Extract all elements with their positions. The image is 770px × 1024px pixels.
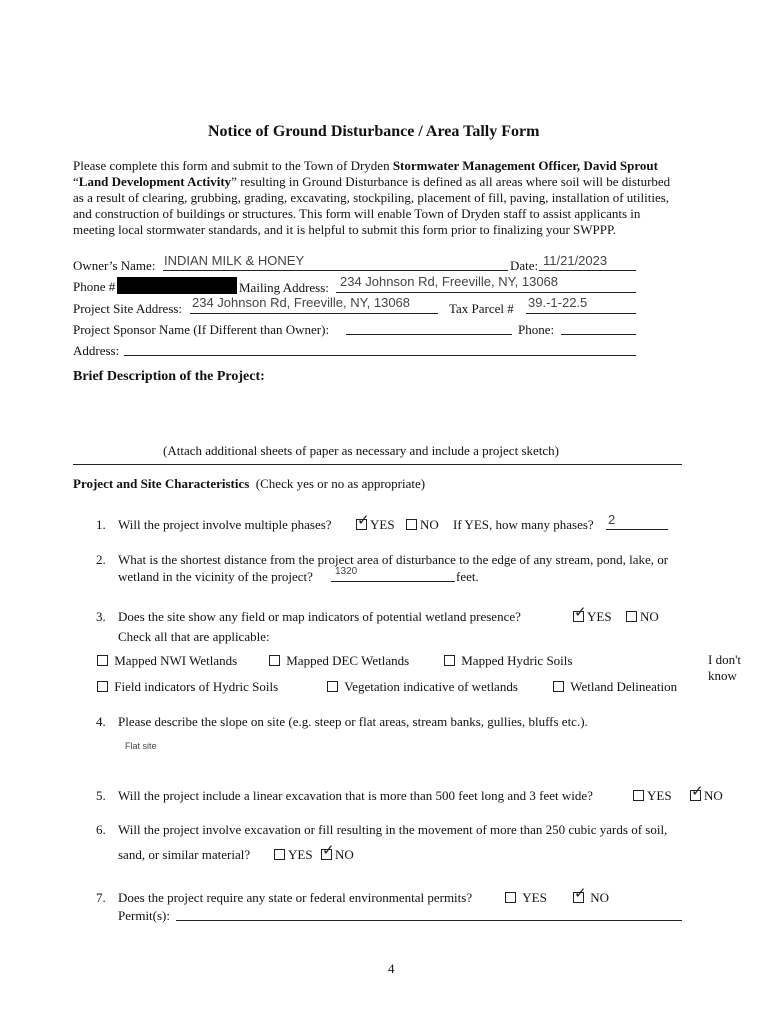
q4-text: Please describe the slope on site (e.g. steep or flat areas, stream banks, gullies, bluffs etc.). bbox=[118, 714, 588, 729]
sponsor-address-line[interactable] bbox=[124, 355, 636, 356]
description-divider bbox=[73, 464, 682, 465]
q2-number: 2. bbox=[96, 552, 106, 567]
q3-option-delineation-checkbox[interactable] bbox=[553, 681, 564, 692]
q7-number: 7. bbox=[96, 890, 106, 905]
q7-yes-checkbox[interactable] bbox=[505, 892, 516, 903]
sponsor-address-label: Address: bbox=[73, 343, 120, 358]
characteristics-heading-row bbox=[73, 476, 425, 492]
date-field-line[interactable] bbox=[539, 270, 636, 271]
q3-yes-checkbox[interactable] bbox=[573, 611, 584, 622]
q3-option-hydric-checkbox[interactable] bbox=[444, 655, 455, 666]
q2-distance-line[interactable] bbox=[331, 581, 455, 582]
page-number: 4 bbox=[388, 961, 395, 976]
intro-line-2: “Land Development Activity” resulting in Ground Disturbance is defined as all areas where soil will be disturbed bbox=[73, 174, 671, 189]
intro-paragraph bbox=[73, 158, 723, 238]
tax-parcel-line[interactable] bbox=[526, 313, 636, 314]
q3-option-field-indicators-checkbox[interactable] bbox=[97, 681, 108, 692]
attach-note: (Attach additional sheets of paper as necessary and include a project sketch) bbox=[163, 443, 559, 458]
q3-option-delineation[interactable]: Wetland Delineation bbox=[553, 679, 677, 695]
mailing-address-line[interactable] bbox=[336, 292, 636, 293]
sponsor-line[interactable] bbox=[346, 334, 512, 335]
q1-phases-value[interactable]: 2 bbox=[608, 512, 616, 527]
owner-name-value[interactable]: INDIAN MILK & HONEY bbox=[164, 253, 305, 268]
date-value[interactable]: 11/21/2023 bbox=[543, 253, 608, 268]
q1-number: 1. bbox=[96, 517, 106, 532]
q2-distance-value[interactable]: 1320 bbox=[335, 566, 358, 577]
q3-option-field-indicators[interactable]: Field indicators of Hydric Soils bbox=[97, 679, 278, 695]
phone-label: Phone # bbox=[73, 279, 116, 294]
q3-handwritten-note: I don't know bbox=[708, 652, 742, 683]
redacted-phone-block bbox=[117, 277, 237, 294]
intro-line-1: Please complete this form and submit to the Town of Dryden Stormwater Management Officer, David Sprout bbox=[73, 158, 658, 173]
site-address-label: Project Site Address: bbox=[73, 301, 183, 316]
tax-parcel-value[interactable]: 39.-1-22.5 bbox=[528, 295, 588, 310]
q3-option-nwi[interactable]: Mapped NWI Wetlands bbox=[97, 653, 237, 669]
q3-no-option[interactable]: NO bbox=[626, 609, 659, 625]
q5-number: 5. bbox=[96, 788, 106, 803]
q5-no-checkbox[interactable] bbox=[690, 790, 701, 801]
q3-option-vegetation-checkbox[interactable] bbox=[327, 681, 338, 692]
q5-no-option[interactable]: ✓ NO bbox=[690, 788, 723, 804]
site-address-line[interactable] bbox=[190, 313, 438, 314]
q6-line2: sand, or similar material? bbox=[118, 847, 251, 862]
q1-no-option[interactable]: NO bbox=[406, 517, 439, 533]
q3-yes-option[interactable]: ✓ YES bbox=[573, 609, 612, 625]
q3-sub-instruction: Check all that are applicable: bbox=[118, 629, 270, 644]
q1-no-checkbox[interactable] bbox=[406, 519, 417, 530]
q3-option-nwi-checkbox[interactable] bbox=[97, 655, 108, 666]
q7-text: Does the project require any state or federal environmental permits? bbox=[118, 890, 473, 905]
q1-yes-checkbox[interactable] bbox=[356, 519, 367, 530]
q4-number: 4. bbox=[96, 714, 106, 729]
site-address-value[interactable]: 234 Johnson Rd, Freeville, NY, 13068 bbox=[192, 295, 411, 310]
sponsor-phone-label: Phone: bbox=[518, 322, 555, 337]
q6-line1: Will the project involve excavation or fill resulting in the movement of more than 250 cubic yards of soil, bbox=[118, 822, 668, 837]
q5-yes-checkbox[interactable] bbox=[633, 790, 644, 801]
q6-no-option[interactable]: ✓ NO bbox=[321, 847, 354, 863]
form-title: Notice of Ground Disturbance / Area Tally Form bbox=[208, 123, 540, 140]
description-heading: Brief Description of the Project: bbox=[73, 369, 265, 384]
date-label: Date: bbox=[510, 258, 539, 273]
characteristics-heading: Project and Site Characteristics bbox=[73, 476, 250, 491]
q2-line2: wetland in the vicinity of the project? bbox=[118, 569, 313, 584]
q2-line1: What is the shortest distance from the project area of disturbance to the edge of any stream, pond, lake, or bbox=[118, 552, 669, 567]
q7-permits-label: Permit(s): bbox=[118, 908, 170, 923]
intro-line-4: and construction of buildings or structures. This form will enable Town of Dryden staff to assist applicants in bbox=[73, 206, 641, 221]
q3-no-checkbox[interactable] bbox=[626, 611, 637, 622]
owner-field-line[interactable] bbox=[163, 270, 508, 271]
q4-answer[interactable]: Flat site bbox=[125, 741, 157, 751]
q3-option-hydric[interactable]: Mapped Hydric Soils bbox=[444, 653, 572, 669]
q6-number: 6. bbox=[96, 822, 106, 837]
intro-line-5: meeting local stormwater standards, and it is helpful to submit this form prior to finalizing your SWPPP. bbox=[73, 222, 617, 237]
q7-no-checkbox[interactable] bbox=[573, 892, 584, 903]
q6-yes-checkbox[interactable] bbox=[274, 849, 285, 860]
sponsor-label: Project Sponsor Name (If Different than Owner): bbox=[73, 322, 330, 337]
sponsor-phone-line[interactable] bbox=[561, 334, 636, 335]
q3-option-dec-checkbox[interactable] bbox=[269, 655, 280, 666]
q6-yes-option[interactable]: YES bbox=[274, 847, 313, 863]
q1-text: Will the project involve multiple phases? bbox=[118, 517, 332, 532]
q3-option-vegetation[interactable]: Vegetation indicative of wetlands bbox=[327, 679, 518, 695]
q5-text: Will the project include a linear excavation that is more than 500 feet long and 3 feet wide? bbox=[118, 788, 593, 803]
q7-yes-option[interactable]: YES bbox=[505, 890, 547, 906]
characteristics-note: (Check yes or no as appropriate) bbox=[255, 476, 426, 491]
intro-line-3: as a result of clearing, grubbing, grading, excavating, stockpiling, placement of fill, paving, installation of utilities, bbox=[73, 190, 670, 205]
q7-no-option[interactable]: ✓ NO bbox=[573, 890, 609, 906]
mailing-address-value[interactable]: 234 Johnson Rd, Freeville, NY, 13068 bbox=[340, 274, 559, 289]
q5-yes-option[interactable]: YES bbox=[633, 788, 672, 804]
q1-phases-line[interactable] bbox=[606, 529, 668, 530]
q1-followup: If YES, how many phases? bbox=[453, 517, 594, 532]
owner-label: Owner’s Name: bbox=[73, 258, 156, 273]
q3-option-dec[interactable]: Mapped DEC Wetlands bbox=[269, 653, 409, 669]
q1-yes-option[interactable]: ✓ YES bbox=[356, 517, 395, 533]
q7-permits-line[interactable] bbox=[176, 920, 682, 921]
q2-unit: feet. bbox=[456, 569, 479, 584]
q3-number: 3. bbox=[96, 609, 106, 624]
q6-no-checkbox[interactable] bbox=[321, 849, 332, 860]
tax-parcel-label: Tax Parcel # bbox=[449, 301, 514, 316]
mailing-address-label: Mailing Address: bbox=[239, 280, 329, 295]
q3-text: Does the site show any field or map indicators of potential wetland presence? bbox=[118, 609, 521, 624]
